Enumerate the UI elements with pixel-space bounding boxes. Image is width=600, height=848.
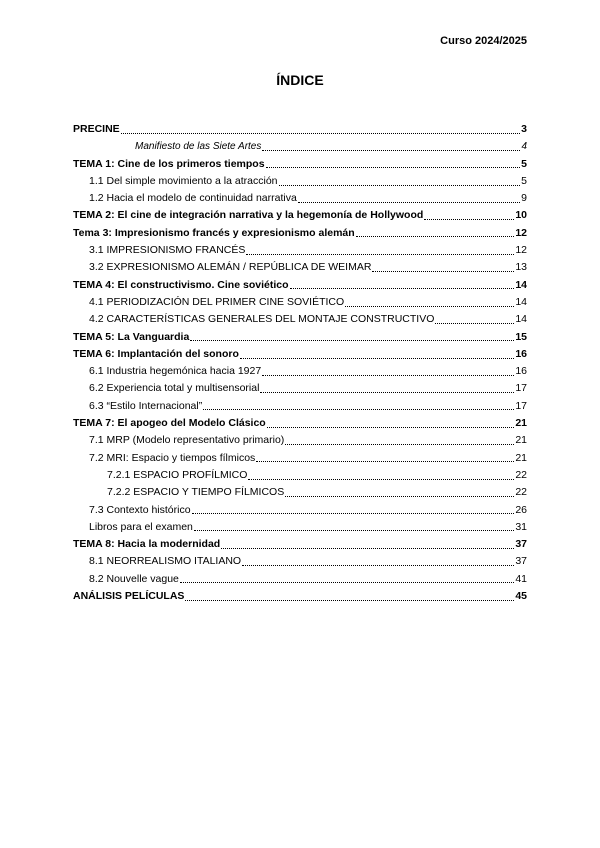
toc-entry-label: 6.2 Experiencia total y multisensorial — [89, 382, 260, 395]
toc-entry-label: ANÁLISIS PELÍCULAS — [73, 590, 185, 603]
toc-entry[interactable] — [73, 190, 527, 207]
toc-entry[interactable] — [73, 225, 527, 242]
toc-dot-leader — [256, 452, 514, 462]
toc-dot-leader — [345, 297, 514, 307]
toc-entry[interactable] — [73, 156, 527, 173]
toc-entry[interactable] — [73, 294, 527, 311]
toc-entry-label: 7.2 MRI: Espacio y tiempos fílmicos — [89, 451, 256, 464]
toc-dot-leader — [248, 470, 514, 480]
toc-dot-leader — [242, 556, 514, 566]
toc-entry-page: 21 — [515, 434, 527, 447]
toc-entry-label: Libros para el examen — [89, 520, 193, 533]
toc-entry-label: TEMA 1: Cine de los primeros tiempos — [73, 157, 265, 170]
toc-dot-leader — [192, 504, 515, 514]
toc-dot-leader — [424, 210, 514, 220]
toc-entry[interactable] — [73, 277, 527, 294]
toc-dot-leader — [285, 435, 514, 445]
toc-entry-page: 10 — [515, 209, 527, 222]
toc-entry-page: 21 — [515, 417, 527, 430]
toc-dot-leader — [285, 487, 514, 497]
toc-entry-label: 8.2 Nouvelle vague — [89, 572, 179, 585]
toc-entry-page: 14 — [515, 313, 527, 326]
toc-dot-leader — [279, 176, 521, 186]
course-header: Curso 2024/2025 — [440, 35, 527, 47]
toc-entry[interactable] — [73, 121, 527, 138]
toc-entry-label: 1.2 Hacia el modelo de continuidad narrativa — [89, 192, 297, 205]
toc-entry-page: 12 — [515, 244, 527, 257]
toc-dot-leader — [190, 331, 514, 341]
toc-dot-leader — [203, 400, 514, 410]
toc-entry[interactable] — [73, 259, 527, 276]
toc-entry[interactable] — [73, 173, 527, 190]
toc-dot-leader — [435, 314, 514, 324]
toc-entry-page: 31 — [515, 520, 527, 533]
toc-entry-label: TEMA 6: Implantación del sonoro — [73, 347, 239, 360]
toc-entry[interactable] — [73, 380, 527, 397]
toc-entry[interactable] — [73, 363, 527, 380]
toc-entry-page: 13 — [515, 261, 527, 274]
toc-entry-label: 3.1 IMPRESIONISMO FRANCÉS — [89, 244, 246, 257]
toc-entry[interactable] — [73, 484, 527, 501]
toc-entry-page: 21 — [515, 451, 527, 464]
toc-entry-label: TEMA 8: Hacia la modernidad — [73, 538, 221, 551]
table-of-contents — [73, 121, 527, 605]
toc-dot-leader — [221, 539, 514, 549]
toc-dot-leader — [121, 124, 520, 134]
toc-dot-leader — [267, 418, 515, 428]
toc-entry-page: 26 — [515, 503, 527, 516]
toc-entry-label: 7.2.2 ESPACIO Y TIEMPO FÍLMICOS — [107, 486, 285, 499]
toc-dot-leader — [185, 591, 514, 601]
toc-dot-leader — [266, 158, 521, 168]
toc-entry-page: 15 — [515, 330, 527, 343]
toc-entry-page: 3 — [521, 123, 527, 135]
toc-entry[interactable] — [73, 571, 527, 588]
toc-entry-label: TEMA 2: El cine de integración narrativa y la hegemonía de Hollywood — [73, 209, 424, 222]
toc-entry[interactable] — [73, 502, 527, 519]
toc-entry[interactable] — [73, 536, 527, 553]
toc-entry-page: 16 — [515, 347, 527, 360]
toc-entry[interactable] — [73, 588, 527, 605]
toc-entry-page: 14 — [515, 278, 527, 291]
toc-entry[interactable] — [73, 519, 527, 536]
toc-entry-page: 37 — [515, 538, 527, 551]
toc-entry-label: 8.1 NEORREALISMO ITALIANO — [89, 555, 242, 568]
toc-entry-label: TEMA 7: El apogeo del Modelo Clásico — [73, 417, 266, 430]
toc-dot-leader — [290, 279, 515, 289]
toc-entry[interactable] — [73, 415, 527, 432]
toc-entry-page: 12 — [515, 226, 527, 239]
toc-entry-label: 7.1 MRP (Modelo representativo primario) — [89, 434, 285, 447]
toc-entry[interactable] — [73, 329, 527, 346]
toc-entry[interactable] — [73, 311, 527, 328]
toc-entry-page: 22 — [515, 486, 527, 499]
toc-entry-page: 4 — [521, 141, 527, 153]
toc-dot-leader — [262, 141, 520, 151]
toc-entry[interactable] — [73, 138, 527, 155]
toc-entry-label: TEMA 4: El constructivismo. Cine soviético — [73, 278, 289, 291]
toc-entry[interactable] — [73, 346, 527, 363]
toc-dot-leader — [372, 262, 514, 272]
toc-entry-label: 6.3 “Estilo Internacional” — [89, 399, 203, 412]
toc-entry-label: Tema 3: Impresionismo francés y expresionismo alemán — [73, 226, 355, 239]
toc-dot-leader — [246, 245, 514, 255]
toc-dot-leader — [356, 227, 515, 237]
toc-dot-leader — [298, 193, 520, 203]
toc-entry-page: 41 — [515, 572, 527, 585]
toc-entry-label: 4.2 CARACTERÍSTICAS GENERALES DEL MONTAJE CONSTRUCTIVO — [89, 313, 435, 326]
toc-entry[interactable] — [73, 450, 527, 467]
toc-entry-label: 7.3 Contexto histórico — [89, 503, 191, 516]
toc-entry-page: 5 — [521, 174, 527, 187]
toc-entry[interactable] — [73, 242, 527, 259]
toc-entry-label: Manifiesto de las Siete Artes — [135, 141, 262, 153]
toc-dot-leader — [262, 366, 514, 376]
toc-entry-page: 14 — [515, 295, 527, 308]
toc-entry-label: 1.1 Del simple movimiento a la atracción — [89, 174, 278, 187]
toc-entry-page: 16 — [515, 365, 527, 378]
toc-entry[interactable] — [73, 553, 527, 570]
toc-entry-label: 4.1 PERIODIZACIÓN DEL PRIMER CINE SOVIÉTICO — [89, 295, 345, 308]
toc-entry-page: 9 — [521, 192, 527, 205]
toc-dot-leader — [194, 521, 514, 531]
toc-entry-page: 17 — [515, 399, 527, 412]
toc-entry-label: PRECINE — [73, 123, 120, 135]
toc-entry-page: 17 — [515, 382, 527, 395]
toc-entry-page: 5 — [521, 157, 527, 170]
toc-entry[interactable] — [73, 207, 527, 224]
toc-dot-leader — [180, 573, 514, 583]
toc-entry[interactable] — [73, 398, 527, 415]
toc-entry-label: TEMA 5: La Vanguardia — [73, 330, 190, 343]
toc-entry-label: 3.2 EXPRESIONISMO ALEMÁN / REPÚBLICA DE WEIMAR — [89, 261, 372, 274]
toc-entry[interactable] — [73, 432, 527, 449]
toc-entry-label: 7.2.1 ESPACIO PROFÍLMICO — [107, 468, 248, 481]
toc-dot-leader — [260, 383, 514, 393]
toc-entry-label: 6.1 Industria hegemónica hacia 1927 — [89, 365, 262, 378]
toc-entry[interactable] — [73, 467, 527, 484]
toc-entry-page: 22 — [515, 468, 527, 481]
toc-entry-page: 45 — [515, 590, 527, 603]
toc-title: ÍNDICE — [276, 72, 324, 88]
toc-dot-leader — [240, 349, 514, 359]
toc-entry-page: 37 — [515, 555, 527, 568]
